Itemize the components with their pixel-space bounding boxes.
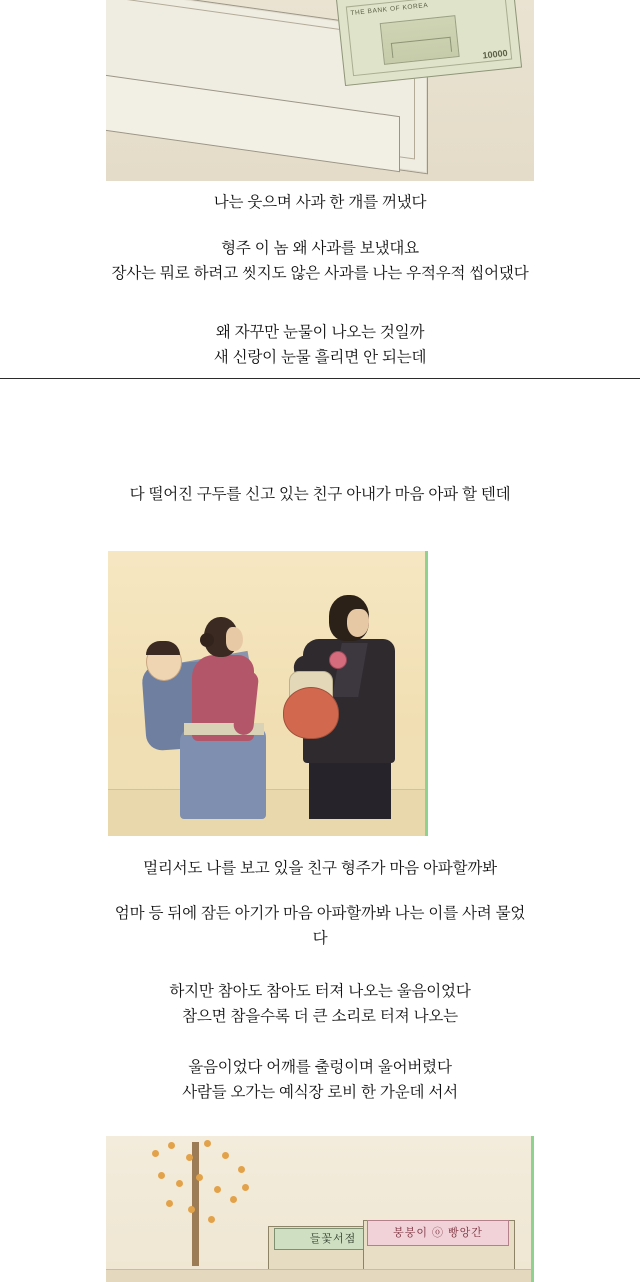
envelope-illustration xyxy=(106,0,534,181)
text-block-1 xyxy=(0,190,640,215)
section-divider xyxy=(0,378,640,379)
text-line: 새 신랑이 눈물 흘리면 안 되는데 xyxy=(213,349,427,367)
street-ground xyxy=(106,1269,531,1282)
text-block-7 xyxy=(0,979,640,1029)
text-block-4 xyxy=(0,482,640,507)
text-block-8 xyxy=(0,1055,640,1105)
tree-foliage xyxy=(142,1136,262,1228)
text-line: 참으면 참을수록 더 큰 소리로 터져 나오는 xyxy=(182,1008,458,1026)
couple-illustration xyxy=(108,551,428,836)
text-line: 다 xyxy=(312,930,328,948)
text-line: 멀리서도 나를 보고 있을 친구 형주가 마음 아파할까봐 xyxy=(143,860,497,877)
shop-right-sign: 붕붕이 ⓞ 빵앙간 xyxy=(367,1220,509,1246)
text-line: 울음이었다 어깨를 출렁이며 울어버렸다 xyxy=(188,1059,452,1076)
text-block-5 xyxy=(0,856,640,881)
woman-face xyxy=(226,627,243,651)
text-line: 하지만 참아도 참아도 터져 나오는 울음이었다 xyxy=(169,983,471,1000)
text-block-3 xyxy=(0,320,640,370)
text-line: 다 떨어진 구두를 신고 있는 친구 아내가 마음 아파 할 텐데 xyxy=(129,486,511,503)
banknote-engraving xyxy=(380,15,460,65)
banknote-title: THE BANK OF KOREA xyxy=(350,1,429,18)
banknote-denomination: 10000 xyxy=(482,47,509,61)
man-legs xyxy=(309,755,391,819)
text-line: 형주 이 놈 왜 사과를 보냈대요 xyxy=(221,240,419,257)
text-block-6 xyxy=(0,901,640,951)
shop-left-sign: 들꽃서점 xyxy=(274,1228,392,1250)
street-illustration xyxy=(106,1136,534,1282)
text-line: 나는 웃으며 사과 한 개를 꺼냈다 xyxy=(213,194,427,211)
woman-hair-bun xyxy=(200,633,214,647)
text-block-2 xyxy=(0,236,640,286)
text-line: 사람들 오가는 예식장 로비 한 가운데 서서 xyxy=(182,1084,458,1102)
text-line: 왜 자꾸만 눈물이 나오는 것일까 xyxy=(215,324,425,341)
text-line: 엄마 등 뒤에 잠든 아기가 마음 아파할까봐 나는 이를 사려 물었 xyxy=(114,905,526,922)
text-line: 장사는 뭐로 하려고 씻지도 않은 사과를 나는 우적우적 씹어댔다 xyxy=(111,265,529,283)
boutonniere-icon xyxy=(329,651,347,669)
bouquet xyxy=(283,687,339,739)
